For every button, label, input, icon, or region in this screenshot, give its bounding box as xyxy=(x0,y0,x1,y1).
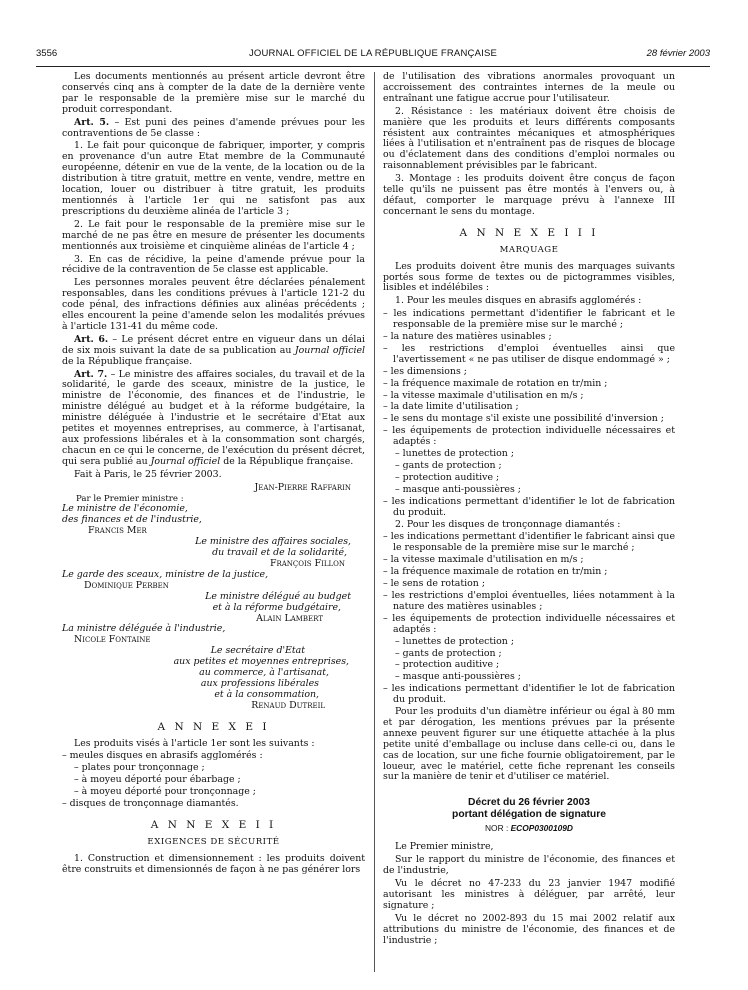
list-item: – le sens de rotation ; xyxy=(383,578,485,590)
list-item: – plates pour tronçonnage ; xyxy=(74,762,205,774)
list-item: – la nature des matières usinables ; xyxy=(383,331,552,343)
nor-label: NOR : xyxy=(485,823,511,834)
left-column xyxy=(62,72,365,878)
signature-pm: Jean-Pierre Raffarin xyxy=(254,481,351,493)
column-separator xyxy=(374,72,375,972)
list-item: – les restrictions d'emploi éventuelles, liées notamment à la nature des matières usinables ; xyxy=(383,589,675,612)
list-item: – meules disques en abrasifs agglomérés : xyxy=(62,750,263,762)
article-6 xyxy=(62,335,365,368)
list-item: – les dimensions ; xyxy=(383,365,467,377)
page-number: 3556 xyxy=(36,48,58,59)
paragraph: Vu le décret no 47-233 du 23 janvier 1947 modifié autorisant les ministres à déléguer, par arrêté, leur signature ; xyxy=(383,878,675,911)
signatory-name: Nicole Fontaine xyxy=(74,634,151,646)
article-text: de la République française. xyxy=(62,355,193,367)
fait-a-paris: Fait à Paris, le 25 février 2003. xyxy=(74,468,222,480)
list-item: – les équipements de protection individuelle nécessaires et adaptés : xyxy=(383,612,675,635)
journal-ref: Journal officiel xyxy=(150,455,221,467)
paragraph: 2. Résistance : les matériaux doivent être choisis de manière que les produits et leurs différents composants résistent aux contraintes mécaniques et atmosphériques liées à l'utilisation et n'entraînent pas de risques de blocage ou d'éclatement dans des conditions d'emploi normales ou raisonnablement prévisibles par le fabricant. xyxy=(383,105,675,172)
paragraph: Pour les produits d'un diamètre inférieur ou égal à 80 mm et par dérogation, les mentions prévues par la présente annexe peuvent figurer sur une étiquette attachée à la plus petite unité d'emballage ou incluse dans celle-ci ou, dans le cas de location, sur une fiche fournie obligatoirement, par le loueur, avec le matériel, cette fiche reprenant les conseils sur la manière de tenir et d'utiliser ce matériel. xyxy=(383,706,675,783)
signatory-title: Le ministre délégué au budget xyxy=(205,590,351,602)
right-column xyxy=(383,72,675,948)
signatory-title: au commerce, à l'artisanat, xyxy=(199,667,329,679)
article-text: – Est puni des peines d'amende prévues pour les contraventions de 5e classe : xyxy=(62,116,365,139)
signatory-title: Le ministre de l'économie, xyxy=(62,503,188,515)
signatory-title: des finances et de l'industrie, xyxy=(62,514,202,526)
decret-title-line: Décret du 26 février 2003 xyxy=(468,797,590,809)
nor-code: ECOP0300109D xyxy=(510,823,573,834)
annexe-3-subtitle: MARQUAGE xyxy=(499,244,559,255)
signatory-title: aux professions libérales xyxy=(200,677,319,689)
page-header xyxy=(36,48,710,62)
list-item: – protection auditive ; xyxy=(395,471,500,483)
list-item: – à moyeu déporté pour tronçonnage ; xyxy=(74,786,256,798)
header-rule xyxy=(36,66,710,67)
article-7 xyxy=(62,370,365,468)
list-item: – la fréquence maximale de rotation en tr/min ; xyxy=(383,566,608,578)
annexe-3-title: A N N E X E I I I xyxy=(459,226,599,239)
list-item: – à moyeu déporté pour ébarbage ; xyxy=(74,774,241,786)
paragraph: 3. Montage : les produits doivent être conçus de façon telle qu'ils ne puissent pas être montés à l'envers ou, à défaut, comporter le marquage prévu à l'annexe III concernant le sens du montage. xyxy=(383,173,675,217)
paragraph: Vu le décret no 2002-893 du 15 mai 2002 relatif aux attributions du ministre de l'économie, des finances et de l'industrie ; xyxy=(383,912,675,946)
article-text: de la République française. xyxy=(220,455,354,467)
journal-title: JOURNAL OFFICIEL DE LA RÉPUBLIQUE FRANÇAISE xyxy=(248,48,498,59)
decret-title xyxy=(383,797,675,821)
signatory-name: Renaud Dutreil xyxy=(251,699,325,711)
signatory-title: et à la consommation, xyxy=(214,688,319,700)
paragraph: Les documents mentionnés au présent article devront être conservés cinq ans à compter de la date de la dernière vente par le responsable de la première mise sur le marché du produit correspondant. xyxy=(62,71,365,115)
annexe-2-subtitle: EXIGENCES DE SÉCURITÉ xyxy=(147,836,280,847)
paragraph: 1. Construction et dimensionnement : les produits doivent être construits et dimensionnés de façon à ne pas générer lors xyxy=(62,852,365,875)
nor-reference xyxy=(383,823,675,834)
article-label: Art. 5. xyxy=(74,116,110,128)
paragraph: Le Premier ministre, xyxy=(395,841,494,853)
article-label: Art. 7. xyxy=(74,368,108,380)
annexe-2-title: A N N E X E I I xyxy=(150,819,277,831)
list-item: – le sens du montage s'il existe une possibilité d'inversion ; xyxy=(383,413,664,425)
list-item: – masque anti-poussières ; xyxy=(395,483,521,495)
signatory-name: François Fillon xyxy=(269,557,345,569)
signatory-title: Le ministre des affaires sociales, xyxy=(195,536,351,548)
signatory-title: et à la réforme budgétaire, xyxy=(212,601,341,613)
list-item: – la vitesse maximale d'utilisation en m/s ; xyxy=(383,554,584,566)
article-text: – Le présent décret entre en vigueur dans un délai de six mois suivant la date de sa publication au xyxy=(62,333,365,356)
list-item: – les indications permettant d'identifier le fabricant ainsi que le responsable de la première mise sur le marché ; xyxy=(383,531,675,554)
signatory-title: aux petites et moyennes entreprises, xyxy=(173,656,349,668)
paragraph: 3. En cas de récidive, la peine d'amende prévue pour la récidive de la contravention de 5e classe est applicable. xyxy=(62,253,365,276)
paragraph: Les produits visés à l'article 1er sont les suivants : xyxy=(74,737,315,749)
signatory-title: La ministre déléguée à l'industrie, xyxy=(62,623,226,635)
article-label: Art. 6. xyxy=(74,333,109,345)
signatory-title: Le secrétaire d'Etat xyxy=(210,645,305,657)
list-item: – lunettes de protection ; xyxy=(395,635,514,647)
paragraph: Les personnes morales peuvent être déclarées pénalement responsables, dans les conditions prévues à l'article 121-2 du code pénal, des infractions définies aux alinéas précédents ; elles encourent la peine d'amende selon les modalités prévues à l'article 131-41 du même code. xyxy=(62,277,365,332)
list-item: – la date limite d'utilisation ; xyxy=(383,401,519,413)
par-le-premier-ministre: Par le Premier ministre : xyxy=(76,493,184,504)
annexe-1-title: A N N E X E I xyxy=(157,720,270,733)
issue-date: 28 février 2003 xyxy=(646,48,710,59)
signatory-title: Le garde des sceaux, ministre de la justice, xyxy=(62,568,269,580)
list-item: – masque anti-poussières ; xyxy=(395,671,521,683)
signatory-name: Alain Lambert xyxy=(256,612,323,624)
decret-title-line: portant délégation de signature xyxy=(452,809,606,821)
paragraph: de l'utilisation des vibrations anormales provoquant un accroissement des contraintes internes de la meule ou entraînant une fatigue accrue pour l'utilisateur. xyxy=(383,71,675,104)
signatory-name: Dominique Perben xyxy=(84,579,169,591)
journal-ref: Journal officiel xyxy=(294,344,365,356)
list-item: – les équipements de protection individuelle nécessaires et adaptés : xyxy=(383,425,675,448)
paragraph: Sur le rapport du ministre de l'économie, des finances et de l'industrie, xyxy=(383,854,675,877)
paragraph: 1. Le fait pour quiconque de fabriquer, importer, y compris en provenance d'un autre Etat membre de la Communauté européenne, détenir en vue de la vente, de la location ou de la distribution à titre gratuit, mettre en vente, vendre, mettre en location, louer ou distribuer à titre gratuit, les produits mentionnés à l'article 1er qui ne satisfont pas aux prescriptions du deuxième alinéa de l'article 3 ; xyxy=(62,140,365,217)
list-item: – gants de protection ; xyxy=(395,460,502,471)
list-item: – protection auditive ; xyxy=(395,659,500,671)
signatory-title: du travail et de la solidarité, xyxy=(212,547,347,559)
list-item: – les indications permettant d'identifier le fabricant et le responsable de la première mise sur le marché ; xyxy=(383,308,675,331)
list-item: – gants de protection ; xyxy=(395,647,502,659)
list-item: – les indications permettant d'identifier le lot de fabrication du produit. xyxy=(383,495,675,518)
list-item: – la fréquence maximale de rotation en tr/min ; xyxy=(383,377,608,389)
list-item: – la vitesse maximale d'utilisation en m/s ; xyxy=(383,389,584,401)
list-item: – les restrictions d'emploi éventuelles ainsi que l'avertissement « ne pas utiliser de disque endommagé » ; xyxy=(383,342,675,365)
section-title: 1. Pour les meules disques en abrasifs agglomérés : xyxy=(395,295,642,307)
article-5 xyxy=(62,118,365,140)
paragraph: Les produits doivent être munis des marquages suivants portés sous forme de textes ou de pictogrammes visibles, lisibles et indélébiles : xyxy=(383,260,675,294)
list-item: – les indications permettant d'identifier le lot de fabrication du produit. xyxy=(383,683,675,706)
signatory-name: Francis Mer xyxy=(88,525,147,537)
article-text: – Le ministre des affaires sociales, du travail et de la solidarité, le garde des sceaux, ministre de la justice, le ministre de l'économie, des finances et de l'industrie, le ministre délégué au budget et à la réforme budgétaire, la ministre déléguée à l'industrie et le secrétaire d'Etat aux petites et moyennes entreprises, au commerce, à l'artisanat, aux professions libérales et à la consommation sont chargés, chacun en ce qui le concerne, de l'exécution du présent décret, qui sera publié au xyxy=(62,368,366,467)
section-title: 2. Pour les disques de tronçonnage diamantés : xyxy=(395,518,621,530)
paragraph: 2. Le fait pour le responsable de la première mise sur le marché de ne pas être en mesure de présenter les documents mentionnés aux troisième et cinquième alinéas de l'article 4 ; xyxy=(62,218,365,252)
list-item: – lunettes de protection ; xyxy=(395,448,514,460)
list-item: – disques de tronçonnage diamantés. xyxy=(62,798,239,810)
